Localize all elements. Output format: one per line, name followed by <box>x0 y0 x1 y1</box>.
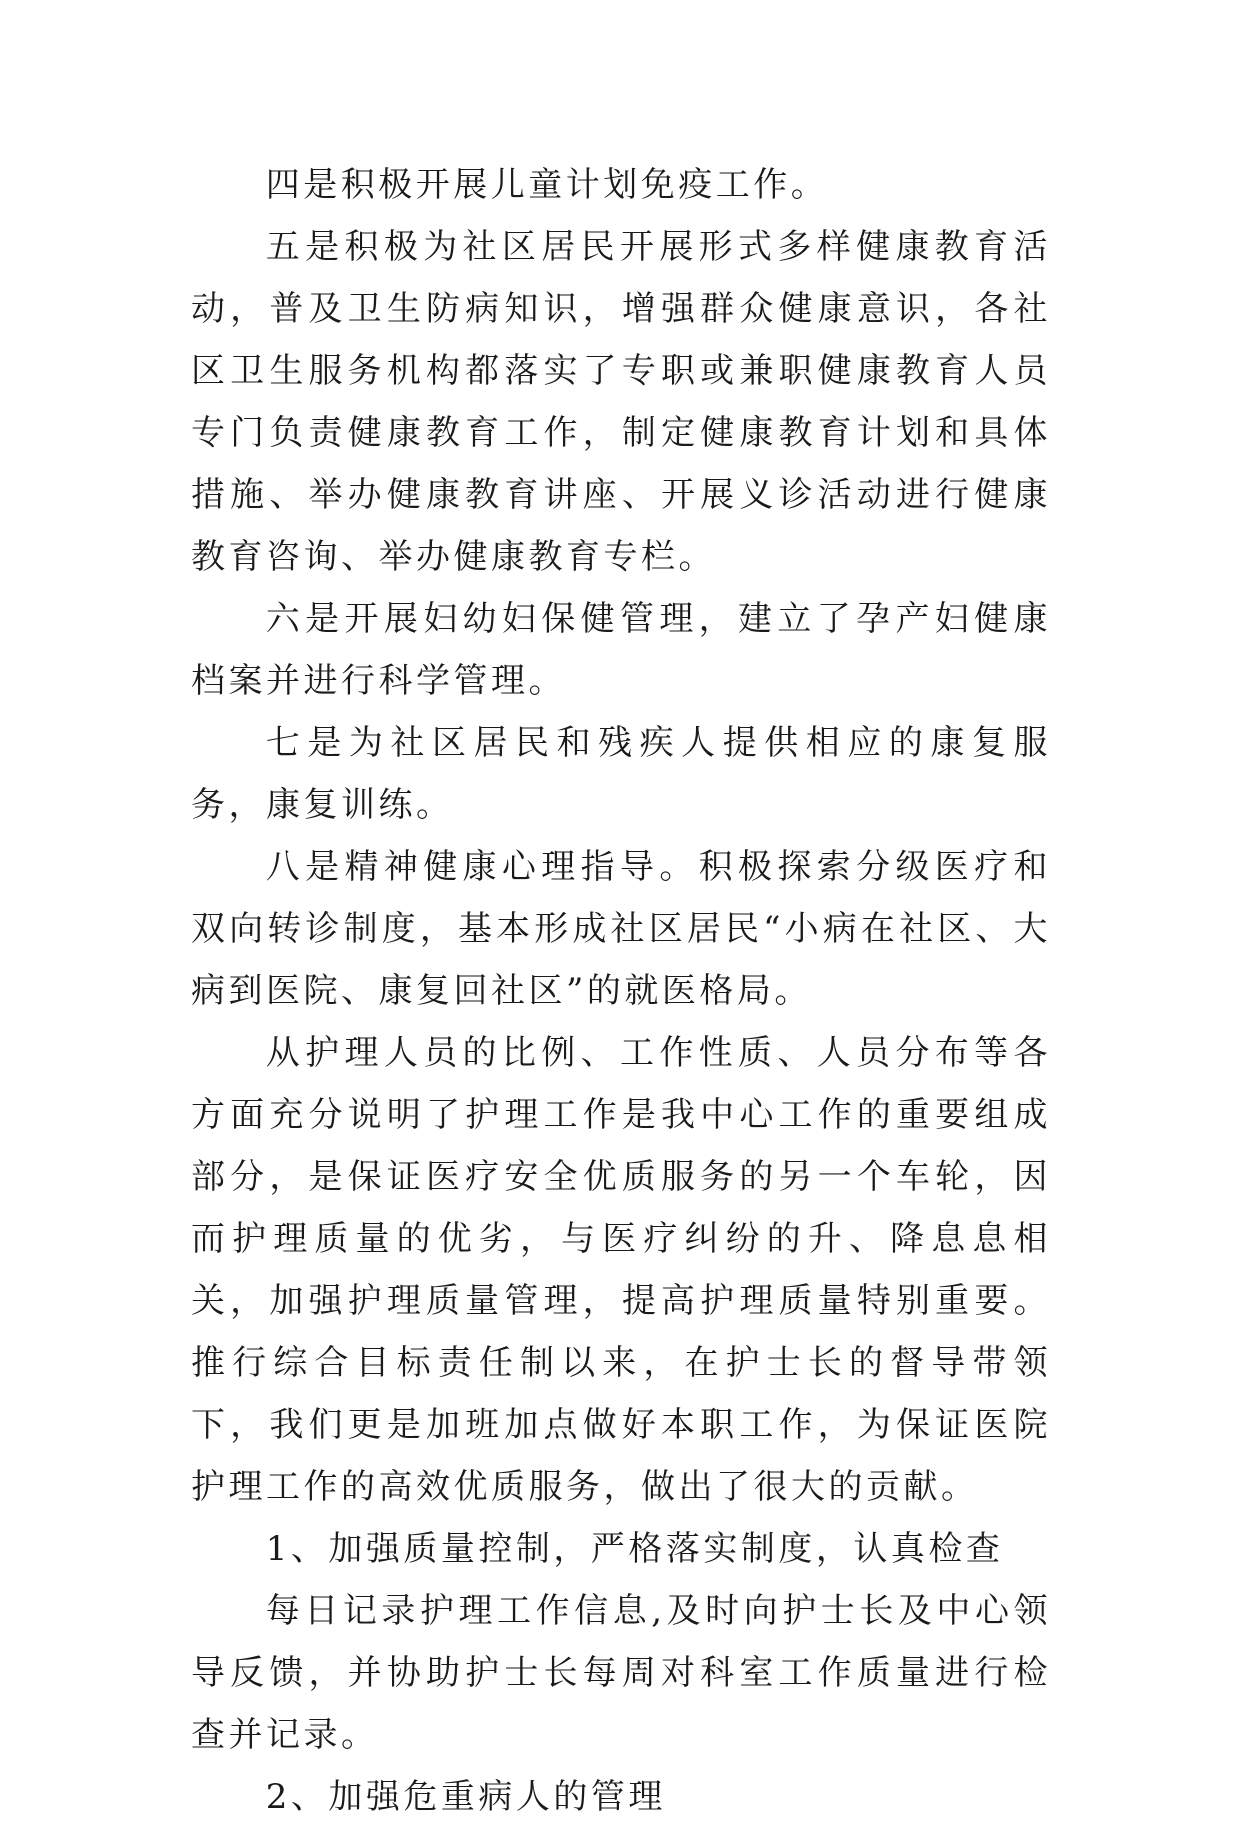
paragraph-mental-health: 八是精神健康心理指导。积极探索分级医疗和双向转诊制度，基本形成社区居民“小病在社区、大病到医院、康复回社区”的就医格局。 <box>191 847 1051 1011</box>
paragraph-nursing-overview: 从护理人员的比例、工作性质、人员分布等各方面充分说明了护理工作是我中心工作的重要组成部分，是保证医疗安全优质服务的另一个车轮，因而护理质量的优劣，与医疗纠纷的升、降息息相关，加强护理质量管理，提高护理质量特别重要。推行综合目标责任制以来，在护士长的督导带领下，我们更是加班加点做好本职工作，为保证医院护理工作的高效优质服务，做出了很大的贡献。 <box>191 1033 1051 1507</box>
paragraph-quality-control-heading: 1、加强质量控制，严格落实制度，认真检查 <box>265 1529 1004 1569</box>
paragraph-immunization: 四是积极开展儿童计划免疫工作。 <box>265 165 829 205</box>
document-body <box>191 154 1051 1828</box>
paragraph-health-education: 五是积极为社区居民开展形式多样健康教育活动，普及卫生防病知识，增强群众健康意识，各社区卫生服务机构都落实了专职或兼职健康教育人员专门负责健康教育工作，制定健康教育计划和具体措施、举办健康教育讲座、开展义诊活动进行健康教育咨询、举办健康教育专栏。 <box>191 227 1051 577</box>
paragraph-daily-records: 每日记录护理工作信息,及时向护士长及中心领导反馈，并协助护士长每周对科室工作质量进行检查并记录。 <box>191 1591 1051 1755</box>
paragraph-critical-patients-heading: 2、加强危重病人的管理 <box>265 1777 666 1817</box>
paragraph-maternal-care: 六是开展妇幼妇保健管理，建立了孕产妇健康档案并进行科学管理。 <box>191 599 1051 701</box>
paragraph-rehabilitation: 七是为社区居民和残疾人提供相应的康复服务，康复训练。 <box>191 723 1051 825</box>
